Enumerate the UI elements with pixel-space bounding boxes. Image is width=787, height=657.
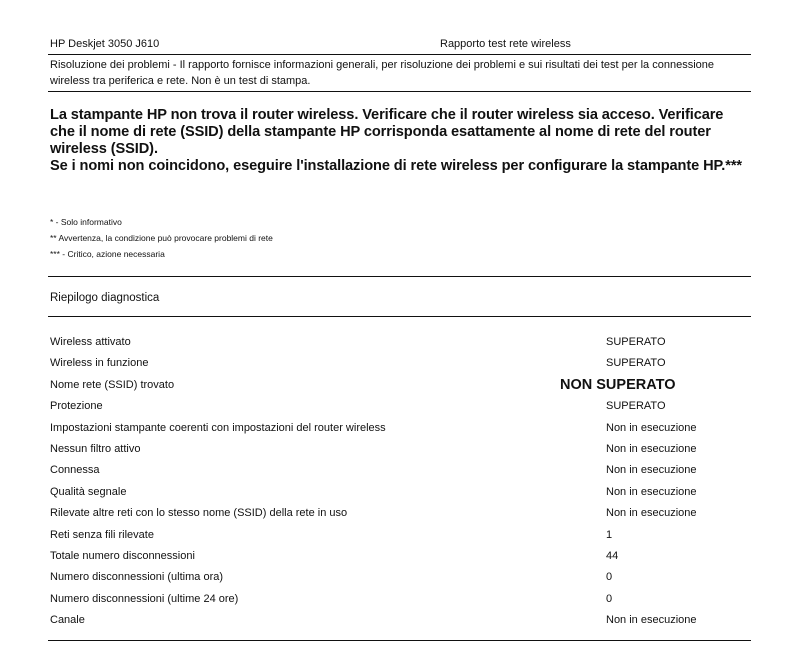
row-label: Canale [50, 614, 85, 627]
row-value: Non in esecuzione [606, 421, 697, 434]
row-value: Non in esecuzione [606, 614, 697, 627]
diagnostics-title-divider [48, 316, 751, 317]
error-message-line-1: La stampante HP non trova il router wireless. Verificare che il router wireless sia acceso. Verificare che il nome di rete (SSID) della stampante HP corrisponda esattamente al nome di rete del router wireless (SSID). [50, 107, 724, 157]
table-row [50, 503, 750, 524]
row-label: Impostazioni stampante coerenti con impostazioni del router wireless [50, 421, 386, 434]
legend-warning: ** Avvertenza, la condizione può provocare problemi di rete [50, 233, 273, 243]
row-value: Non in esecuzione [606, 485, 697, 498]
row-value: SUPERATO [606, 357, 666, 370]
row-label: Numero disconnessioni (ultima ora) [50, 571, 224, 584]
table-row [50, 375, 750, 396]
legend-divider [48, 276, 751, 277]
row-label: Reti senza fili rilevate [50, 528, 154, 541]
row-value: Non in esecuzione [606, 464, 697, 477]
row-value: 0 [606, 592, 613, 605]
table-row [50, 460, 750, 481]
row-value: SUPERATO [606, 336, 666, 348]
row-value: SUPERATO [606, 400, 666, 413]
table-row [50, 546, 750, 567]
row-value: 1 [606, 528, 613, 541]
intro-divider [48, 91, 751, 92]
row-label: Totale numero disconnessioni [50, 549, 195, 562]
row-label: Wireless attivato [50, 336, 131, 348]
row-label: Connessa [50, 464, 100, 477]
table-row [50, 396, 750, 417]
row-label: Numero disconnessioni (ultime 24 ore) [50, 592, 239, 605]
intro-text: Risoluzione dei problemi - Il rapporto fornisce informazioni generali, per risoluzione dei problemi e sui risultati dei test per la connessione wireless tra periferica e rete. Non è un test di stampa. [50, 59, 715, 87]
table-row [50, 418, 750, 439]
table-row [50, 525, 750, 546]
row-value: Non in esecuzione [606, 507, 697, 520]
row-value-failed: NON SUPERATO [560, 376, 676, 393]
error-message [50, 107, 752, 175]
error-message-line-2: Se i nomi non coincidono, eseguire l'installazione di rete wireless per configurare la stampante HP.*** [50, 158, 742, 174]
diagnostics-title: Riepilogo diagnostica [50, 292, 160, 304]
table-row [50, 610, 750, 631]
legend-critical: *** - Critico, azione necessaria [50, 249, 165, 259]
table-row [50, 589, 750, 610]
footer-divider [48, 640, 751, 641]
row-value: 0 [606, 571, 613, 584]
table-row [50, 439, 750, 460]
row-label: Protezione [50, 400, 103, 413]
diagnostics-table [50, 332, 750, 631]
printer-model: HP Deskjet 3050 J610 [50, 38, 160, 50]
row-label: Rilevate altre reti con lo stesso nome (SSID) della rete in uso [50, 507, 348, 520]
report-title: Rapporto test rete wireless [440, 38, 571, 50]
table-row [50, 482, 750, 503]
row-value: Non in esecuzione [606, 442, 697, 455]
table-row [50, 332, 750, 353]
table-row [50, 567, 750, 588]
table-row [50, 353, 750, 374]
legend-info: * - Solo informativo [50, 217, 122, 227]
row-label: Nome rete (SSID) trovato [50, 378, 175, 391]
row-value: 44 [606, 549, 619, 562]
row-label: Wireless in funzione [50, 357, 149, 370]
severity-legend [50, 214, 273, 262]
header-divider [48, 54, 751, 55]
row-label: Qualità segnale [50, 485, 127, 498]
row-label: Nessun filtro attivo [50, 442, 141, 455]
